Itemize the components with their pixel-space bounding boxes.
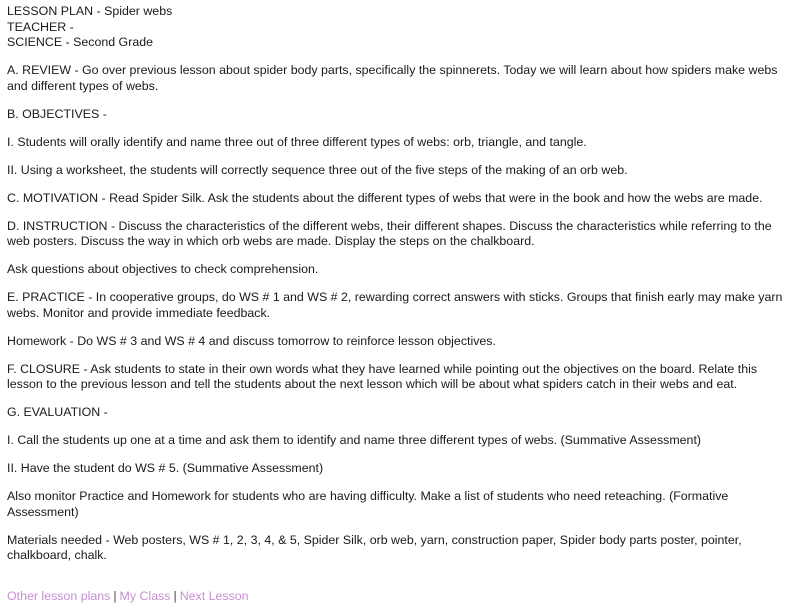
other-lesson-plans-link[interactable]: Other lesson plans bbox=[7, 589, 111, 603]
monitor-note: Also monitor Practice and Homework for students who are having difficulty. Make a list of students who need reteaching. (Formative Assessment) bbox=[7, 489, 729, 519]
objectives-heading: B. OBJECTIVES - bbox=[7, 106, 107, 121]
review-section: A. REVIEW - Go over previous lesson about spider body parts, specifically the spinnerets. Today we will learn about how spiders make webs and different types of webs. bbox=[7, 63, 778, 93]
next-lesson-link[interactable]: Next Lesson bbox=[179, 589, 249, 603]
my-class-link[interactable]: My Class bbox=[119, 589, 171, 603]
evaluation-heading: G. EVALUATION - bbox=[7, 405, 108, 419]
footer-separator: | bbox=[113, 589, 117, 603]
objective-1: I. Students will orally identify and name three out of three different types of webs: orb, triangle, and tangle. bbox=[7, 134, 587, 149]
closure-section: F. CLOSURE - Ask students to state in their own words what they have learned while pointing out the objectives on the board. Relate this lesson to the previous lesson and tell the students about the next lesson which will be about what spiders catch in their webs and eat. bbox=[7, 361, 758, 391]
document-header bbox=[7, 4, 793, 51]
lesson-title: LESSON PLAN - Spider webs bbox=[7, 4, 173, 18]
objective-2: II. Using a worksheet, the students will correctly sequence three out of the five steps of the making of an orb web. bbox=[7, 162, 628, 177]
materials-section: Materials needed - Web posters, WS # 1, 2, 3, 4, & 5, Spider Silk, orb web, yarn, construction paper, Spider body parts poster, pointer, chalkboard, chalk. bbox=[7, 532, 742, 562]
subject-line: SCIENCE - Second Grade bbox=[7, 35, 153, 49]
teacher-line: TEACHER - bbox=[7, 19, 74, 34]
footer-separator: | bbox=[173, 589, 177, 603]
lesson-plan-document bbox=[7, 4, 793, 576]
evaluation-2: II. Have the student do WS # 5. (Summative Assessment) bbox=[7, 461, 324, 475]
ask-questions-note: Ask questions about objectives to check comprehension. bbox=[7, 262, 319, 276]
evaluation-1: I. Call the students up one at a time and ask them to identify and name three different types of webs. (Summative Assessment) bbox=[7, 433, 702, 447]
motivation-section: C. MOTIVATION - Read Spider Silk. Ask the students about the different types of webs that were in the book and how the webs are made. bbox=[7, 190, 763, 205]
instruction-section: D. INSTRUCTION - Discuss the characteristics of the different webs, their different shapes. Discuss the characteristics while referring to the web posters. Discuss the way in which orb webs are made. Display the steps on the chalkboard. bbox=[7, 218, 772, 248]
homework-section: Homework - Do WS # 3 and WS # 4 and discuss tomorrow to reinforce lesson objectives. bbox=[7, 333, 496, 348]
practice-section: E. PRACTICE - In cooperative groups, do WS # 1 and WS # 2, rewarding correct answers with sticks. Groups that finish early may make yarn webs. Monitor and provide immediate feedback. bbox=[7, 290, 783, 320]
footer-nav bbox=[7, 589, 249, 604]
